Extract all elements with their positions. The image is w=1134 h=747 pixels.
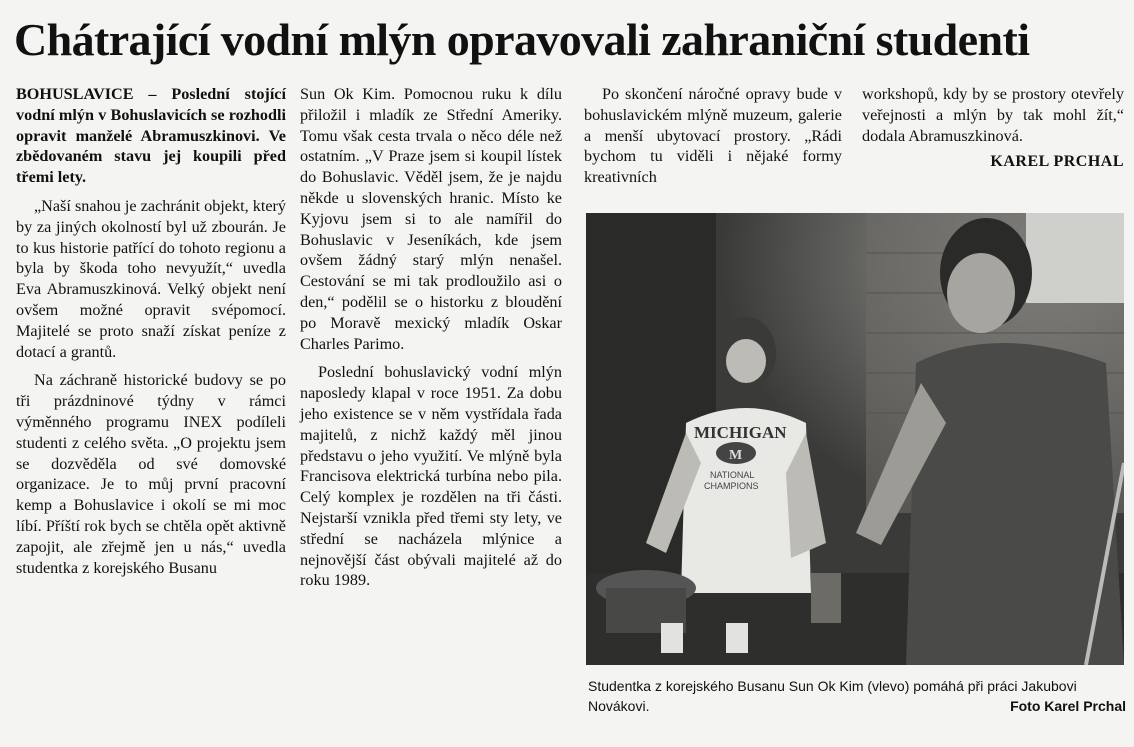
paragraph-4-continued: workshopů, kdy by se prostory otevřely veřejnosti a mlýn by tak mohl žít,“ dodala Abramuszkinová. (862, 85, 1124, 145)
shirt-text-michigan: MICHIGAN (694, 423, 787, 442)
column-4 (862, 84, 1124, 173)
column-3 (584, 84, 842, 188)
column-2 (300, 84, 562, 591)
column-1 (16, 84, 286, 578)
paragraph-4-start: Po skončení náročné opravy bude v bohuslavickém mlýně muzeum, galerie a menší ubytovací prostory. „Rádi bychom tu viděli i nějaké formy kreativních (584, 85, 842, 187)
paragraph-1: „Naší snahou je zachránit objekt, který by za jiných okolností byl už zbourán. Je to kus historie patřící do tohoto regionu a byla by škoda toho nevyužít,“ uvedla Eva Abramuszkinová. Velký objekt není ovšem možné opravit svépomocí. Majitelé se proto snaží získat peníze z dotací a grantů. (16, 196, 286, 361)
person-right-shirt (906, 343, 1124, 665)
photo-illustration (586, 213, 1124, 665)
shirt-text-champions: CHAMPIONS (704, 481, 759, 491)
article-photo (586, 213, 1124, 665)
paragraph-3: Poslední bohuslavický vodní mlýn naposledy klapal v roce 1951. Za dobu jeho existence se v něm vystřídala řada majitelů, z nichž každý měl jinou představu o jeho využití. Ve mlýně byla Francisova elektrická turbína nebo pila. Celý komplex je rozdělen na tři části. Nejstarší vznikla před třemi sty lety, ve střední se nacházela mlýnice a nejnovější část obývali majitelé až do roku 1989. (300, 363, 562, 590)
headline: Chátrající vodní mlýn opravovali zahraniční studenti (14, 14, 1030, 65)
photo-credit: Foto Karel Prchal (1010, 698, 1126, 714)
shirt-text-national: NATIONAL (710, 470, 755, 480)
caption-text: Studentka z korejského Busanu Sun Ok Kim (vlevo) pomáhá při práci Jakubovi Novákovi. (588, 678, 1077, 714)
photo-caption (588, 676, 1126, 716)
author-byline: KAREL PRCHAL (990, 153, 1124, 171)
paragraph-2-start: Na záchraně historické budovy se po tři prázdninové týdny v rámci výměnného programu INEX podíleli studenti z celého světa. „O projektu jsem se dozvěděla od své domovské organizace. Je to můj první pracovní kemp a Bohuslavice i okolí se mi moc líbí. Příští rok bych se chtěla opět aktivně zapojit, ale zřejmě jen u nás,“ uvedla studentka z korejského Busanu (16, 371, 286, 577)
shirt-logo: M (729, 448, 743, 463)
article-lead: BOHUSLAVICE – Poslední stojící vodní mlýn v Bohuslavicích se rozhodli opravit manželé Abramuszkinovi. Ve zbědovaném stavu jej koupili před třemi lety. (16, 85, 286, 187)
paragraph-2-continued: Sun Ok Kim. Pomocnou ruku k dílu přiložil i mladík ze Střední Ameriky. Tomu však cesta trvala o něco déle než ostatním. „V Praze jsem si koupil lístek do Bohuslavic. Věděl jsem, že je najdu někde u slovenských hranic. Místo ke Kyjovu jsem si to ale namířil do Bohuslavic v Jeseníkách, kde jsem ovšem žádný starý mlýn nenašel. Cestování se mi tak prodloužilo asi o den,“ podělil se o historku z bloudění po Moravě mexický mladík Oskar Charles Parimo. (300, 85, 562, 353)
